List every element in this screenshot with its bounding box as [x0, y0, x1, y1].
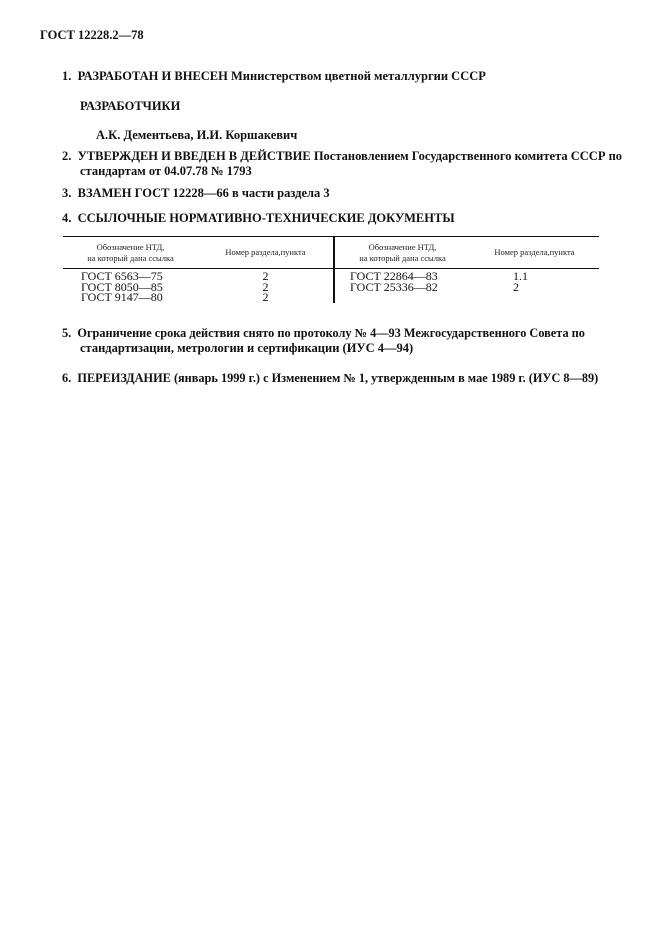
item-5-line2: стандартизации, метрологии и сертификации (ИУС 4—94) — [80, 341, 414, 355]
item-text: Министерством цветной металлургии СССР — [231, 69, 486, 83]
left-sections: 2 2 2 — [198, 269, 334, 303]
item-caps: РАЗРАБОТАН И ВНЕСЕН — [77, 69, 228, 83]
item-caps: УТВЕРЖДЕН И ВВЕДЕН В ДЕЙСТВИЕ — [77, 149, 311, 163]
item-5 — [62, 326, 585, 341]
item-caps: ВЗАМЕН — [77, 186, 132, 200]
item-2 — [62, 149, 622, 164]
left-docs: ГОСТ 6563—75 ГОСТ 8050—85 ГОСТ 9147—80 — [81, 269, 163, 304]
item-3 — [62, 186, 330, 201]
header-section-left: Номер раздела,пункта — [198, 237, 334, 269]
item-2-line2: стандартам от 04.07.78 № 1793 — [80, 164, 252, 178]
developers-names: А.К. Дементьева, И.И. Коршакевич — [96, 128, 298, 142]
item-number: 4. — [62, 211, 72, 225]
header-doc-right: Обозначение НТД, на который дана ссылка — [334, 237, 470, 269]
item-number: 5. — [62, 326, 72, 340]
item-1 — [62, 69, 486, 84]
item-caps: ССЫЛОЧНЫЕ НОРМАТИВНО-ТЕХНИЧЕСКИЕ ДОКУМЕНТЫ — [77, 211, 455, 225]
item-number: 6. — [62, 371, 72, 385]
header-section-right: Номер раздела,пункта — [470, 237, 599, 269]
developers-heading: РАЗРАБОТЧИКИ — [80, 99, 181, 113]
right-docs: ГОСТ 22864—83 ГОСТ 25336—82 — [350, 269, 438, 294]
item-text: ГОСТ 12228—66 в части раздела 3 — [134, 186, 330, 200]
item-caps: ПЕРЕИЗДАНИЕ — [77, 371, 171, 385]
item-4 — [62, 211, 455, 226]
item-number: 1. — [62, 69, 72, 83]
table-row — [63, 269, 599, 303]
item-6 — [62, 371, 598, 386]
item-text: Постановлением Государственного комитета СССР по — [313, 149, 623, 163]
item-text: (январь 1999 г.) с Изменением № 1, утвержденным в мае 1989 г. (ИУС 8—89) — [173, 371, 599, 385]
right-sections: 1.1 2 — [513, 269, 528, 294]
references-table — [63, 236, 599, 303]
header-doc-left: Обозначение НТД, на который дана ссылка — [63, 237, 198, 269]
item-text: Ограничение срока действия снято по протоколу № 4—93 Межгосударственного Совета по — [77, 326, 585, 340]
document-header: ГОСТ 12228.2—78 — [40, 28, 144, 42]
item-number: 2. — [62, 149, 72, 163]
item-number: 3. — [62, 186, 72, 200]
